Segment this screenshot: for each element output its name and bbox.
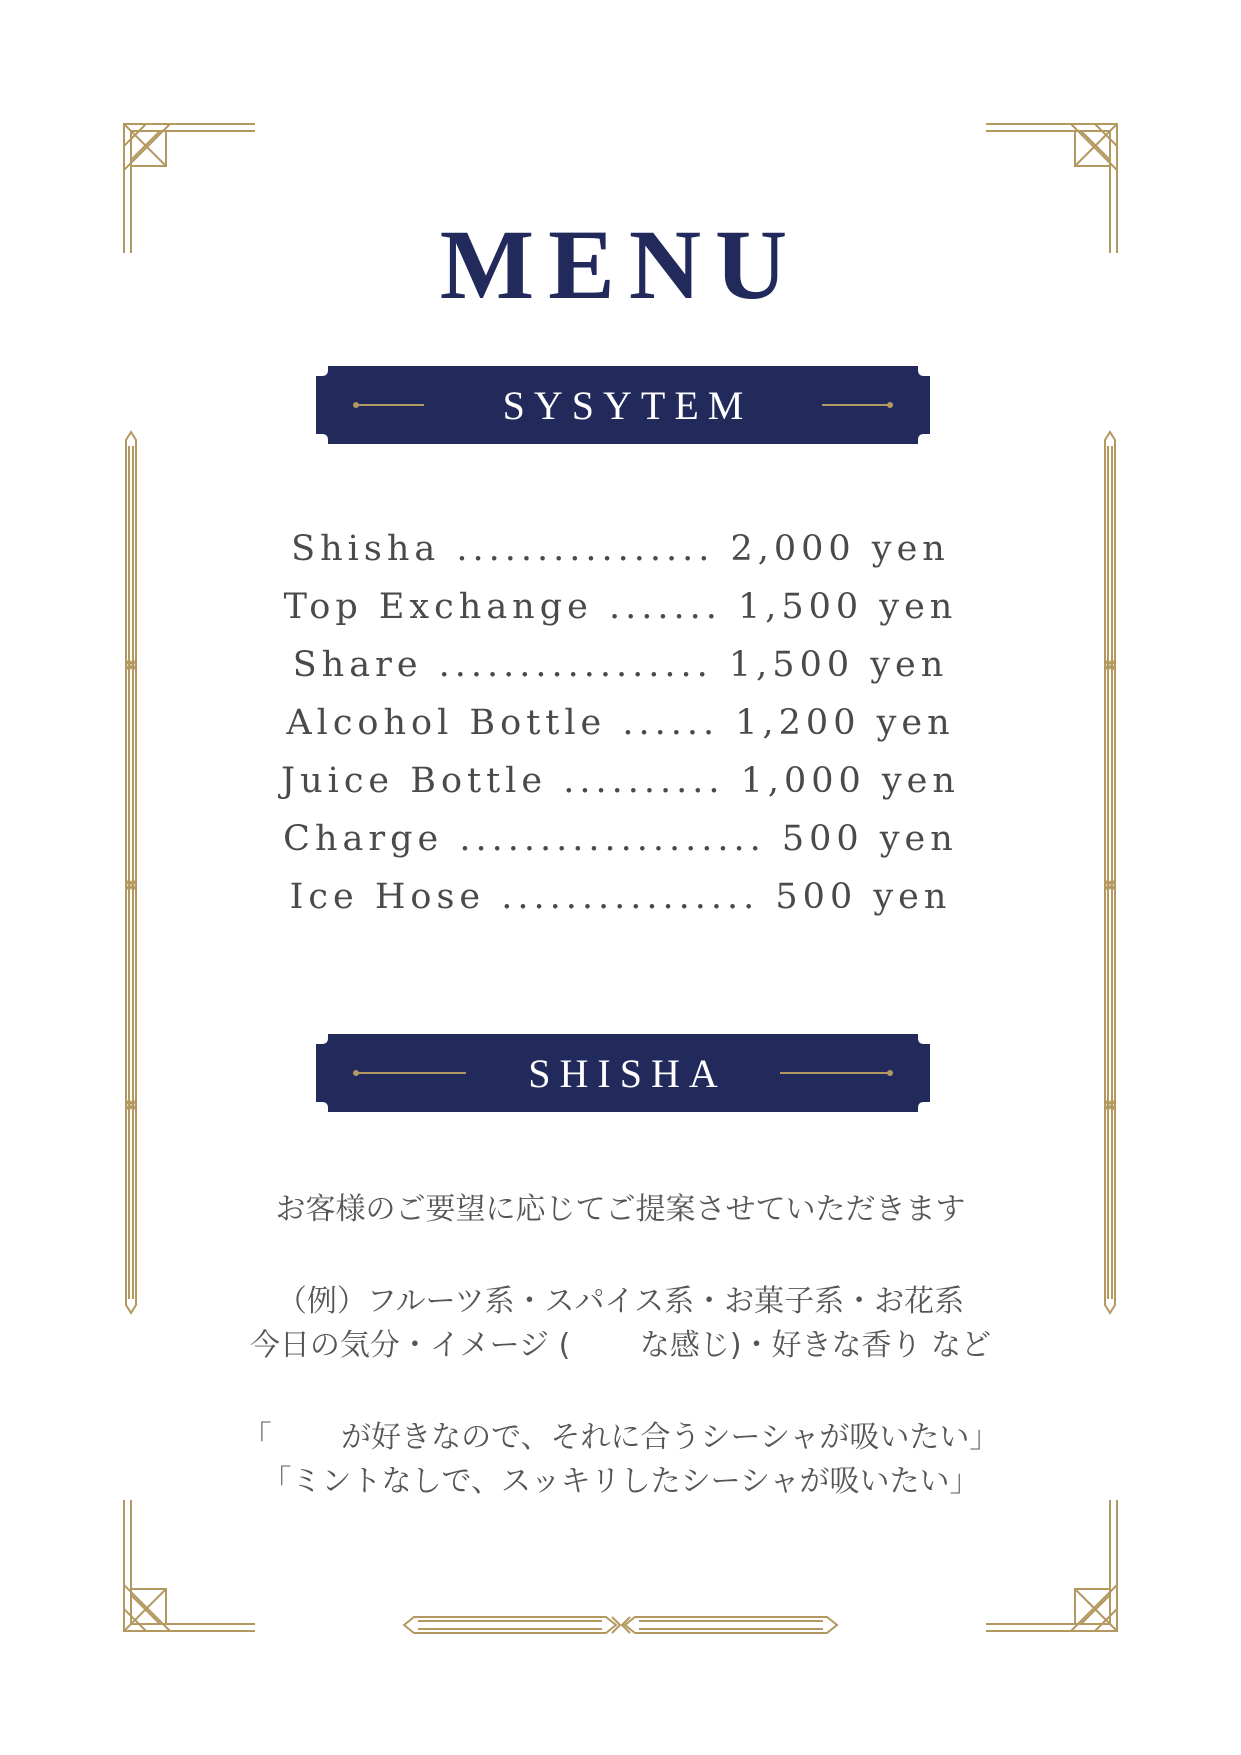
- shisha-intro: お客様のご要望に応じてご提案させていただきます: [275, 1192, 966, 1227]
- page-title: MENU: [439, 209, 802, 320]
- bottom-center-ornament: [404, 1617, 837, 1633]
- price-row: Ice Hose ................ 500 yen: [289, 877, 952, 917]
- price-row: Share ................. 1,500 yen: [292, 645, 949, 685]
- shisha-preferences: 今日の気分・イメージ ( な感じ)・好きな香り など: [249, 1328, 992, 1363]
- shisha-section-banner: [316, 1034, 930, 1112]
- corner-ornament-bottom-right: [986, 1500, 1117, 1631]
- price-row: Alcohol Bottle ...... 1,200 yen: [286, 703, 955, 743]
- system-heading: SYSYTEM: [502, 382, 753, 428]
- price-row: Top Exchange ....... 1,500 yen: [283, 587, 958, 627]
- price-row: Charge ................... 500 yen: [283, 819, 958, 859]
- shisha-heading: SHISHA: [528, 1050, 727, 1096]
- shisha-examples: （例）フルーツ系・スパイス系・お菓子系・お花系: [276, 1284, 965, 1319]
- system-price-list: [0, 520, 1241, 926]
- shisha-quote-1: 「 が好きなので、それに合うシーシャが吸いたい」: [241, 1420, 1000, 1455]
- shisha-quote-2: 「ミントなしで、スッキリしたシーシャが吸いたい」: [261, 1464, 980, 1499]
- price-row: Shisha ................ 2,000 yen: [291, 529, 950, 569]
- system-section-banner: [316, 366, 930, 444]
- price-row: Juice Bottle .......... 1,000 yen: [281, 761, 960, 801]
- corner-ornament-bottom-left: [124, 1500, 255, 1631]
